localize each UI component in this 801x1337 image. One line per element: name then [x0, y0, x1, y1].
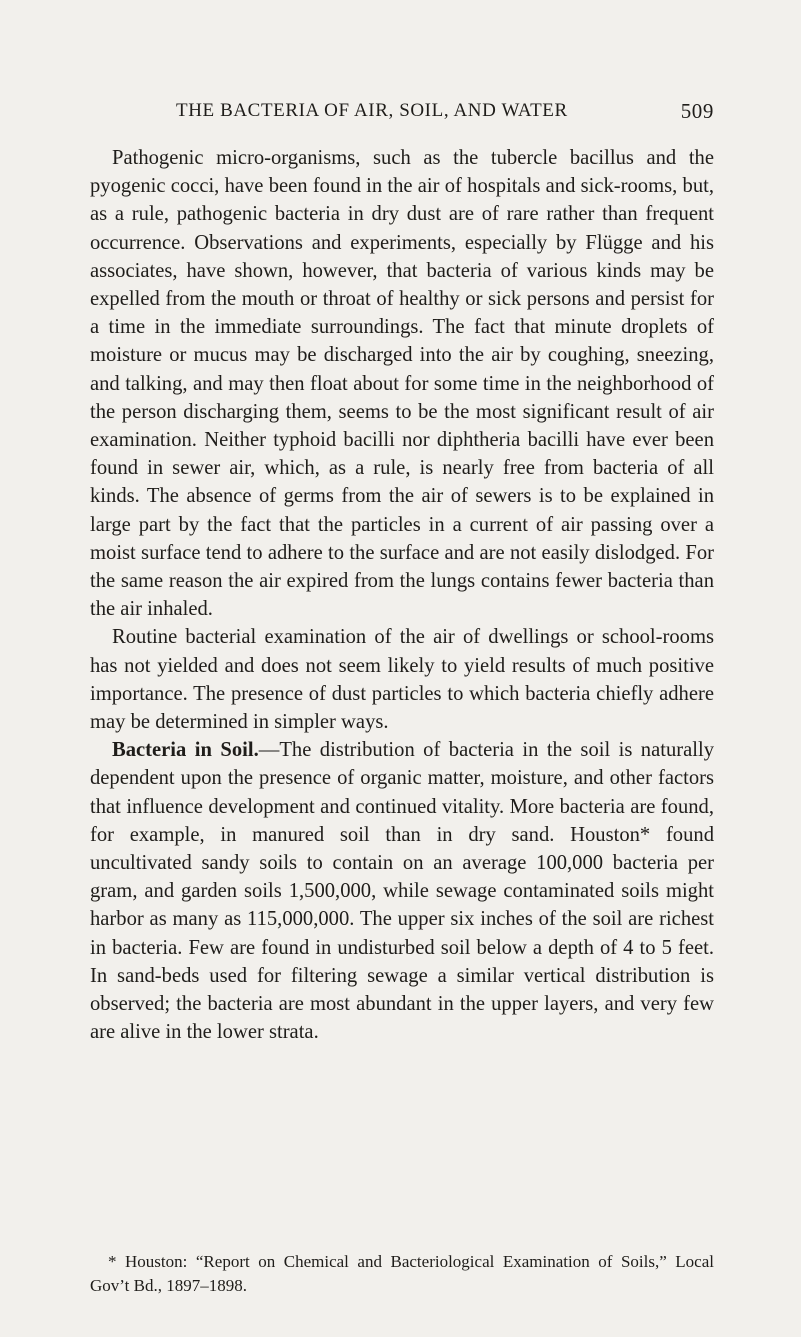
paragraph-text: —The distribution of bacteria in the soil is naturally dependent upon the presence of organic matter, moisture, and other factors that influence development and continued vitality. More bacteria are found, for example, in manured soil than in dry sand. Houston* found uncultivated sandy soils to contain on an average 100,000 bacteria per gram, and garden soils 1,500,000, while sewage contaminated soils might harbor as many as 115,000,000. The upper six inches of the soil are richest in bacteria. Few are found in undisturbed soil below a depth of 4 to 5 feet. In sand-beds used for filtering sewage a similar vertical distribution is observed; the bacteria are most abundant in the upper layers, and very few are alive in the lower strata. — [90, 739, 714, 1044]
paragraph-text: Pathogenic micro-organisms, such as the tubercle bacillus and the pyogenic cocci, have been found in the air of hospitals and sick-rooms, but, as a rule, pathogenic bacteria in dry dust are of rare rather than frequent occurrence. Observations and experiments, especially by Flügge and his associates, have shown, however, that bacteria of various kinds may be expelled from the mouth or throat of healthy or sick persons and persist for a time in the immediate surroundings. The fact that minute droplets of moisture or mucus may be discharged into the air by coughing, sneezing, and talking, and may then float about for some time in the neighborhood of the person discharging them, seems to be the most significant result of air examination. Neither typhoid bacilli nor diphtheria bacilli have ever been found in sewer air, which, as a rule, is nearly free from bacteria of all kinds. The absence of germs from the air of sewers is to be explained in large part by the fact that the particles in a current of air passing over a moist surface tend to adhere to the surface and are not easily dislodged. For the same reason the air expired from the lungs contains fewer bacteria than the air inhaled. — [90, 147, 714, 621]
paragraph-text: Routine bacterial examination of the air of dwellings or school-rooms has not yielded and does not seem likely to yield results of much positive importance. The presence of dust particles to which bacteria chiefly adhere may be determined in simpler ways. — [90, 626, 714, 734]
running-head — [176, 100, 714, 130]
body-text — [90, 144, 714, 1047]
running-head-title: THE BACTERIA OF AIR, SOIL, AND WATER — [176, 100, 568, 121]
section-heading-bacteria-in-soil: Bacteria in Soil. — [112, 739, 259, 762]
footnote — [90, 1250, 714, 1298]
footnote-text: * Houston: “Report on Chemical and Bacteriological Examination of Soils,” Local Gov’t Bd., 1897–1898. — [90, 1252, 714, 1295]
paragraph-bacteria-in-soil — [90, 736, 714, 1046]
page-number: 509 — [680, 99, 714, 123]
paragraph-routine-examination — [90, 623, 714, 736]
paragraph-air-pathogens — [90, 144, 714, 623]
